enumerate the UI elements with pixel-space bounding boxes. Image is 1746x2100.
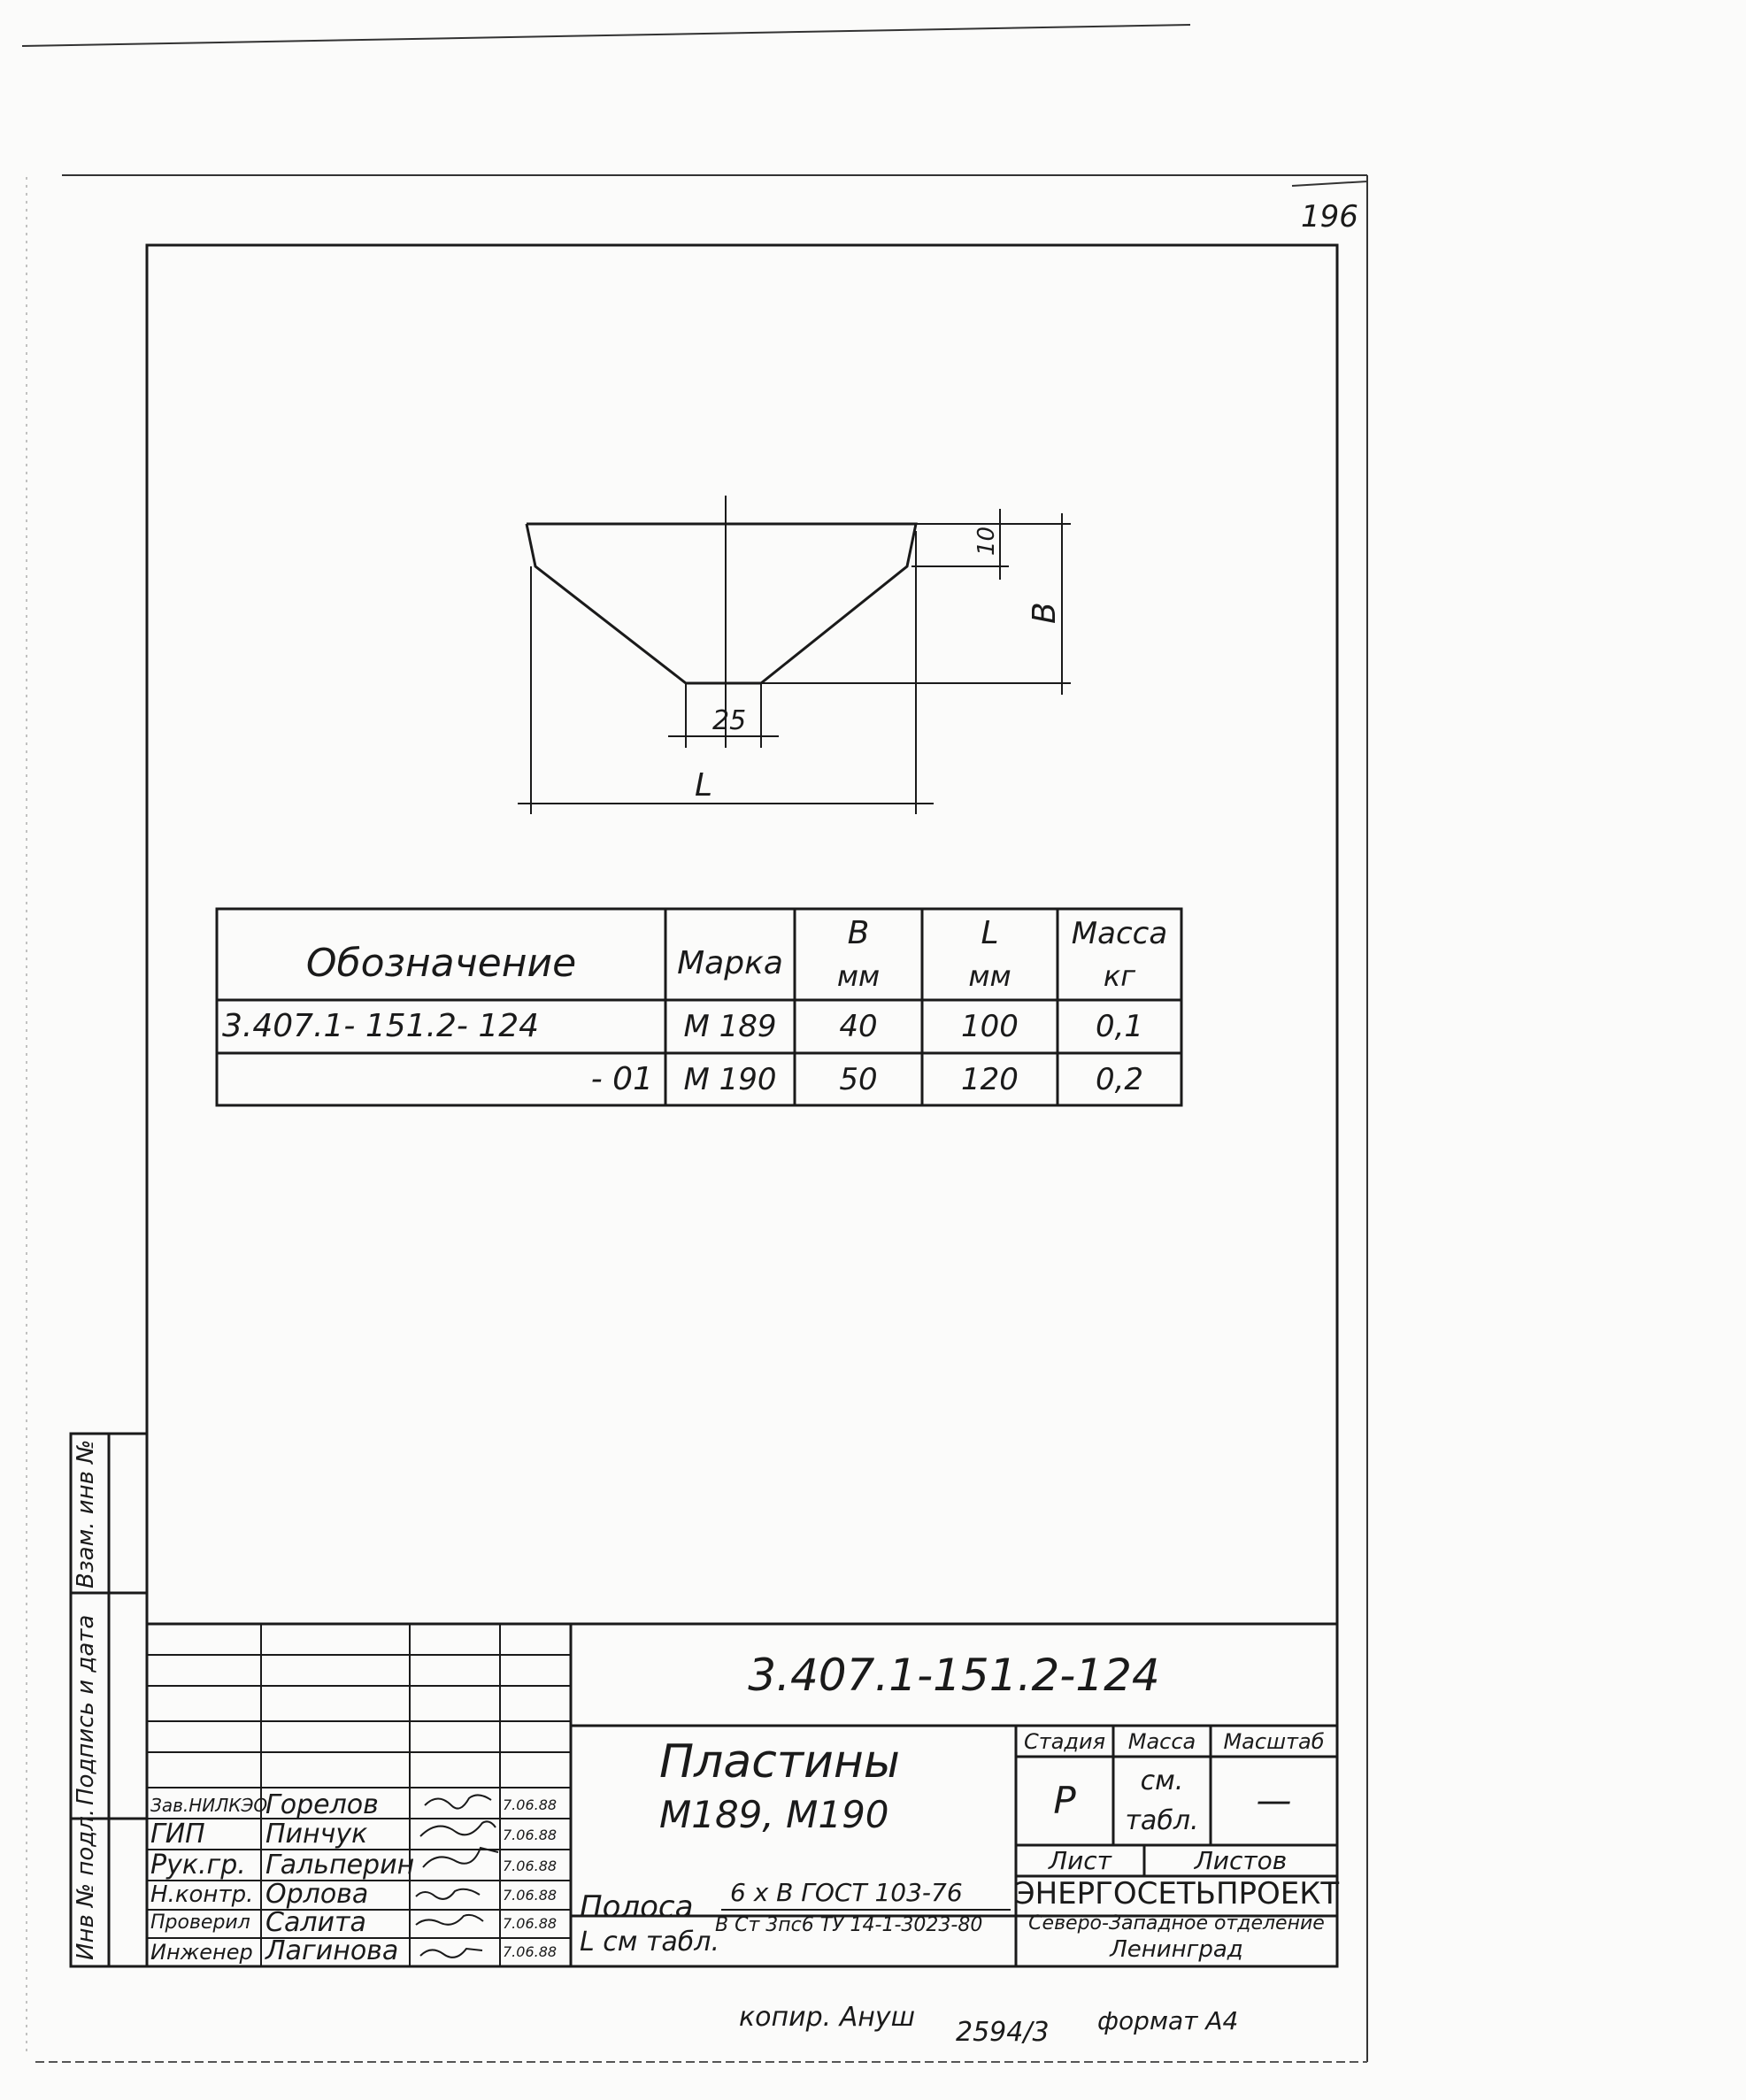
person-date: 7.06.88 — [503, 1887, 558, 1904]
organization-city: Ленинград — [1110, 1936, 1243, 1963]
side-label-inv-original: Инв № подл. — [73, 1808, 99, 1960]
dim-bottom-label: 25 — [712, 705, 747, 736]
header-l-symbol: L — [981, 915, 999, 951]
organization-name: ЭНЕРГОСЕТЬПРОЕКТ — [1013, 1876, 1340, 1912]
header-mass-unit: кг — [1103, 958, 1136, 993]
person-role: Зав.НИЛКЭО — [150, 1795, 268, 1816]
material-length: L см табл. — [580, 1927, 719, 1958]
scale-label: Масштаб — [1223, 1728, 1325, 1754]
material-fraction-top: 6 х В ГОСТ 103-76 — [730, 1878, 963, 1907]
person-date: 7.06.88 — [503, 1796, 558, 1813]
person-role: Проверил — [150, 1912, 250, 1934]
sheets-label: Листов — [1194, 1845, 1288, 1875]
header-designation: Обозначение — [305, 940, 577, 986]
footer-number: 2594/3 — [956, 2017, 1050, 2048]
row-b: 50 — [839, 1061, 878, 1097]
stage-value: Р — [1053, 1779, 1076, 1822]
sheet-label: Лист — [1049, 1845, 1111, 1875]
sheet-number: 196 — [1301, 199, 1358, 235]
person-name: Гальперин — [265, 1850, 415, 1881]
document-code: 3.407.1-151.2-124 — [748, 1649, 1160, 1701]
person-name: Лагинова — [265, 1935, 399, 1966]
person-name: Орлова — [265, 1879, 369, 1910]
row-mark: М 190 — [683, 1061, 777, 1097]
side-label-replaced-inv: Взам. инв № — [73, 1439, 99, 1588]
dim-top-label: 10 — [973, 526, 1000, 556]
person-name: Салита — [265, 1907, 366, 1938]
row-l: 100 — [961, 1009, 1019, 1044]
material-fraction-bottom: В Ст 3пс6 ТУ 14-1-3023-80 — [715, 1914, 983, 1936]
person-name: Горелов — [265, 1789, 379, 1820]
dim-length-label: L — [695, 767, 713, 804]
row-mass: 0,1 — [1095, 1009, 1144, 1044]
header-b-symbol: B — [847, 915, 870, 951]
row-l: 120 — [961, 1061, 1019, 1097]
header-mass-name: Масса — [1071, 916, 1168, 951]
organization-branch: Северо-Западное отделение — [1028, 1912, 1325, 1935]
row-designation: - 01 — [590, 1060, 653, 1097]
row-mass: 0,2 — [1095, 1061, 1144, 1097]
row-designation: 3.407.1- 151.2- 124 — [222, 1008, 540, 1044]
plate-outline — [527, 524, 916, 683]
dim-height-label: B — [1027, 602, 1063, 624]
header-b-unit: мм — [836, 958, 881, 993]
title-line-2: М189, М190 — [659, 1793, 889, 1836]
material-label: Полоса — [580, 1889, 694, 1925]
header-l-unit: мм — [968, 958, 1011, 993]
person-role: Н.контр. — [150, 1881, 254, 1908]
person-date: 7.06.88 — [503, 1915, 558, 1932]
person-role: ГИП — [150, 1819, 205, 1850]
mass-value-1: см. — [1140, 1765, 1184, 1796]
side-label-signature-date: Подпись и дата — [73, 1614, 99, 1805]
person-date: 7.06.88 — [503, 1943, 558, 1960]
scale-value: — — [1256, 1781, 1292, 1821]
person-date: 7.06.88 — [503, 1827, 558, 1843]
row-mark: М 189 — [683, 1009, 777, 1044]
mass-value-2: табл. — [1125, 1804, 1199, 1836]
person-date: 7.06.88 — [503, 1858, 558, 1874]
stage-label: Стадия — [1023, 1728, 1106, 1754]
footer-format: формат А4 — [1097, 2006, 1239, 2035]
header-mark: Марка — [677, 944, 783, 981]
mass-label: Масса — [1127, 1728, 1196, 1754]
person-name: Пинчук — [265, 1819, 368, 1850]
person-role: Инженер — [150, 1940, 253, 1965]
title-line-1: Пластины — [659, 1735, 900, 1788]
footer-copied: копир. Ануш — [739, 2002, 916, 2033]
person-role: Рук.гр. — [150, 1850, 246, 1881]
row-b: 40 — [839, 1009, 878, 1044]
